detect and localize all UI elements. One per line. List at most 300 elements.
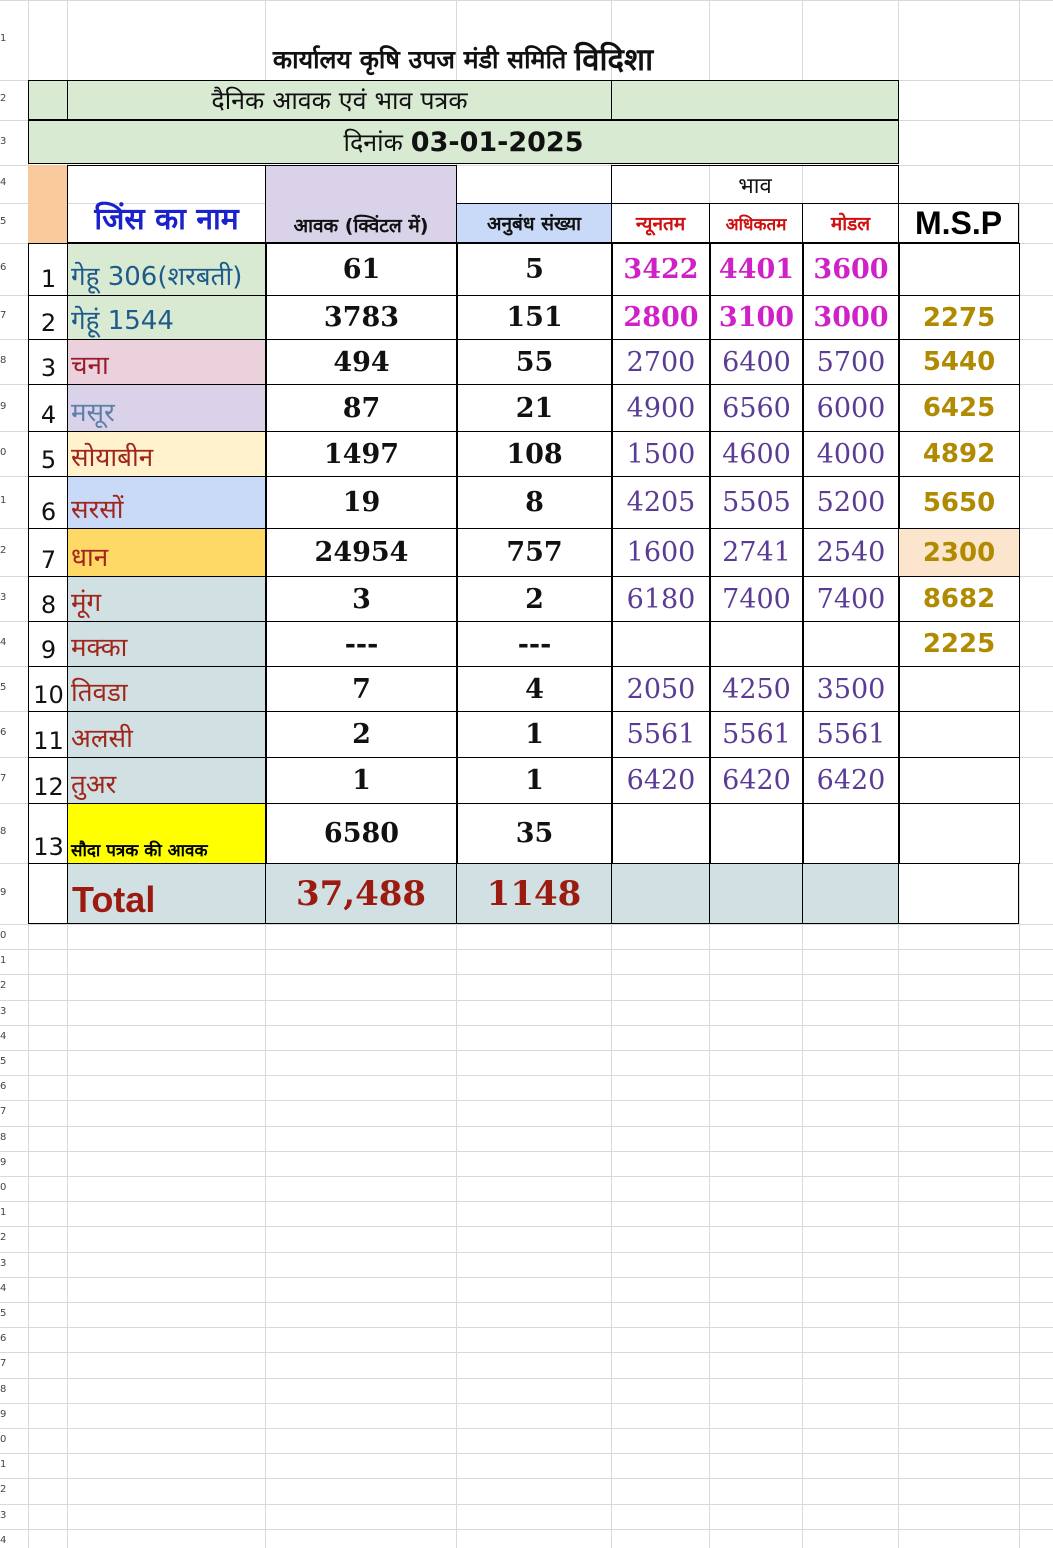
msp-value: 2225 [922, 629, 996, 659]
msp-value: 2300 [922, 537, 996, 568]
cell-min[interactable] [611, 295, 711, 340]
cell-max[interactable] [709, 431, 804, 477]
total-arrival-cell[interactable] [265, 863, 457, 924]
cell-min[interactable] [611, 621, 711, 667]
date-label: दिनांक [343, 128, 403, 157]
min-price: 1500 [626, 438, 696, 470]
grid-row-line [0, 1000, 1053, 1001]
cell-min[interactable] [611, 711, 711, 758]
serial-number: 7 [40, 546, 57, 574]
modal-price: 5561 [816, 719, 886, 750]
header-contracts[interactable] [456, 203, 612, 243]
row-number[interactable]: 3 [0, 1006, 7, 1017]
cell-min[interactable] [611, 528, 711, 577]
cell-sn[interactable] [28, 711, 69, 758]
max-price: 4600 [722, 438, 791, 470]
cell-msp[interactable] [898, 576, 1020, 622]
grid-row-line [0, 0, 1053, 1]
row-number[interactable]: 9 [0, 1157, 7, 1168]
cell-min[interactable] [611, 431, 711, 477]
max-price: 6420 [722, 765, 791, 796]
contracts-value: 8 [525, 487, 544, 518]
cell-name[interactable] [67, 666, 267, 712]
cell-max[interactable] [709, 621, 804, 667]
cell-name[interactable] [67, 621, 267, 667]
row-number[interactable]: 8 [0, 1384, 7, 1395]
min-price: 4205 [626, 487, 696, 518]
date-cell[interactable] [28, 120, 899, 164]
serial-number: 1 [40, 265, 57, 293]
cell-min[interactable] [611, 476, 711, 529]
commodity-name: सोयाबीन [71, 443, 154, 473]
modal-price: 7400 [816, 583, 886, 615]
contracts-value: 4 [525, 673, 544, 705]
msp-value: 4892 [922, 439, 996, 469]
cell-modal[interactable] [802, 295, 900, 340]
date-value: 03-01-2025 [410, 126, 584, 158]
cell-contracts[interactable] [456, 576, 613, 622]
cell-sn[interactable] [28, 476, 69, 529]
commodity-name: सौदा पत्रक की आवक [71, 841, 208, 861]
cell-sn[interactable] [28, 243, 69, 296]
cell-max[interactable] [709, 384, 804, 432]
header-price-group[interactable] [611, 165, 899, 204]
contracts-value: 1 [525, 719, 544, 750]
msp-value: 6425 [922, 393, 996, 423]
cell-msp[interactable] [898, 666, 1020, 712]
grid-row-line [0, 1352, 1053, 1353]
modal-price: 3500 [816, 673, 886, 705]
cell-contracts[interactable] [456, 295, 613, 340]
cell-max[interactable] [709, 803, 804, 864]
total-min-cell[interactable] [611, 863, 710, 924]
cell-arrival[interactable] [265, 243, 458, 296]
total-msp-cell[interactable] [898, 863, 1019, 924]
row-number[interactable]: 4 [0, 177, 7, 188]
max-price: 2741 [722, 537, 791, 568]
row-number[interactable]: 0 [0, 1434, 7, 1445]
cell-arrival[interactable] [265, 666, 458, 712]
row-number[interactable]: 8 [0, 355, 7, 366]
header-modal[interactable] [802, 203, 899, 243]
row-number[interactable]: 3 [0, 1510, 7, 1521]
cell-contracts[interactable] [456, 431, 613, 477]
row-number[interactable]: 1 [0, 955, 7, 966]
arrival-value: 6580 [323, 818, 400, 849]
row-number[interactable]: 2 [0, 1232, 7, 1243]
serial-number: 8 [40, 591, 57, 619]
max-price: 4250 [722, 673, 791, 705]
grid-row-line [0, 949, 1053, 950]
cell-arrival[interactable] [265, 431, 458, 477]
cell-modal[interactable] [802, 666, 900, 712]
cell-arrival[interactable] [265, 339, 458, 385]
row-number[interactable]: 7 [0, 773, 7, 784]
cell-sn[interactable] [28, 621, 69, 667]
row-number[interactable]: 1 [0, 1459, 7, 1470]
cell-modal[interactable] [802, 476, 900, 529]
cell-max[interactable] [709, 666, 804, 712]
max-price: 5561 [722, 719, 791, 750]
commodity-name: गेहू 306(शरबती) [71, 262, 243, 292]
cell-max[interactable] [709, 576, 804, 622]
cell-name[interactable] [67, 339, 267, 385]
header-modal-label: मोडल [830, 213, 871, 235]
row-number[interactable]: 2 [0, 93, 7, 104]
commodity-name: मूंग [71, 588, 102, 618]
row-number[interactable]: 2 [0, 1484, 7, 1495]
grid-row-line [0, 1403, 1053, 1404]
grid-row-line [0, 1504, 1053, 1505]
row-number[interactable]: 1 [0, 33, 7, 44]
cell-modal[interactable] [802, 243, 900, 296]
total-label-cell[interactable] [67, 863, 266, 924]
max-price: 6560 [722, 392, 791, 424]
min-price: 2800 [623, 302, 699, 333]
total-blank-cell[interactable] [28, 863, 68, 924]
grid-row-line [0, 1277, 1053, 1278]
cell-msp[interactable] [898, 431, 1020, 477]
row-number[interactable]: 7 [0, 310, 7, 321]
cell-msp[interactable] [898, 295, 1020, 340]
cell-msp[interactable] [898, 528, 1020, 577]
contracts-value: 21 [515, 392, 554, 424]
row-number[interactable]: 9 [0, 1409, 7, 1420]
contracts-value: 35 [515, 818, 554, 849]
min-price: 4900 [626, 392, 696, 424]
row-number[interactable]: 6 [0, 727, 7, 738]
title-city: विदिशा [574, 42, 654, 78]
cell-contracts[interactable] [456, 711, 613, 758]
contracts-value: 1 [525, 765, 544, 796]
cell-modal[interactable] [802, 711, 900, 758]
commodity-name: तुअर [71, 770, 117, 800]
commodity-name: चना [71, 351, 109, 381]
cell-modal[interactable] [802, 339, 900, 385]
msp-value: 2275 [922, 302, 996, 333]
cell-arrival[interactable] [265, 476, 458, 529]
cell-arrival[interactable] [265, 384, 458, 432]
grid-row-line [0, 1201, 1053, 1202]
modal-price: 3600 [813, 254, 889, 285]
min-price: 5561 [626, 719, 696, 750]
row-number[interactable]: 8 [0, 1132, 7, 1143]
cell-modal[interactable] [802, 528, 900, 577]
row-number[interactable]: 3 [0, 1258, 7, 1269]
total-contracts: 1148 [486, 873, 582, 914]
row-number[interactable]: 1 [0, 495, 7, 506]
commodity-name: गेहूं 1544 [71, 306, 174, 336]
subtitle-cell[interactable] [67, 80, 612, 120]
commodity-name: मसूर [71, 398, 115, 428]
contracts-value: 757 [506, 537, 563, 568]
cell-max[interactable] [709, 528, 804, 577]
serial-number: 5 [40, 446, 57, 474]
arrival-value: --- [344, 628, 379, 660]
cell-max[interactable] [709, 476, 804, 529]
arrival-value: 1497 [323, 438, 400, 470]
header-msp[interactable] [898, 203, 1019, 243]
cell-contracts[interactable] [456, 243, 613, 296]
cell-min[interactable] [611, 666, 711, 712]
msp-value: 5440 [922, 347, 996, 377]
cell-max[interactable] [709, 295, 804, 340]
cell-modal[interactable] [802, 757, 900, 804]
cell-max[interactable] [709, 711, 804, 758]
commodity-name: सरसों [71, 495, 124, 525]
row-number[interactable]: 6 [0, 1333, 7, 1344]
header-msp-label: M.S.P [914, 204, 1003, 241]
max-price: 5505 [722, 487, 791, 518]
cell-name[interactable] [67, 757, 267, 804]
cell-name[interactable] [67, 384, 267, 432]
arrival-value: 3783 [323, 302, 400, 333]
cell-contracts[interactable] [456, 803, 613, 864]
cell-min[interactable] [611, 757, 711, 804]
grid-row-line [0, 1176, 1053, 1177]
row-number[interactable]: 5 [0, 216, 7, 227]
header-peach-cell[interactable] [28, 165, 68, 243]
cell-name[interactable] [67, 528, 267, 577]
grid-row-line [0, 1050, 1053, 1051]
cell-msp[interactable] [898, 621, 1020, 667]
header-arrival[interactable] [265, 165, 457, 243]
cell-msp[interactable] [898, 476, 1020, 529]
cell-sn[interactable] [28, 295, 69, 340]
subtitle-left-cell[interactable] [28, 80, 68, 120]
header-commodity-label: जिंस का नाम [94, 202, 239, 237]
arrival-value: 3 [352, 583, 371, 615]
contracts-value: 2 [525, 583, 544, 615]
subtitle-right-cell[interactable] [611, 80, 899, 120]
total-label: Total [72, 879, 156, 920]
header-commodity[interactable] [67, 165, 266, 243]
cell-modal[interactable] [802, 576, 900, 622]
min-price: 2050 [626, 673, 696, 705]
cell-sn[interactable] [28, 384, 69, 432]
commodity-name: मक्का [71, 633, 128, 663]
grid-row-line [0, 1478, 1053, 1479]
row-number[interactable]: 8 [0, 826, 7, 837]
row-number[interactable]: 1 [0, 1207, 7, 1218]
cell-max[interactable] [709, 757, 804, 804]
serial-number: 4 [40, 401, 57, 429]
modal-price: 5700 [816, 346, 886, 378]
min-price: 6180 [626, 583, 696, 615]
serial-number: 12 [33, 773, 64, 801]
cell-name[interactable] [67, 476, 267, 529]
row-number[interactable]: 7 [0, 1106, 7, 1117]
total-contracts-cell[interactable] [456, 863, 612, 924]
grid-row-line [0, 1428, 1053, 1429]
title-cell[interactable] [28, 38, 898, 80]
contracts-value: 5 [525, 254, 544, 285]
msp-value: 8682 [922, 584, 996, 614]
modal-price: 6420 [816, 765, 886, 796]
subtitle: दैनिक आवक एवं भाव पत्रक [211, 86, 468, 115]
cell-msp[interactable] [898, 339, 1020, 385]
grid-row-line [0, 1453, 1053, 1454]
serial-number: 3 [40, 354, 57, 382]
grid-row-line [0, 1378, 1053, 1379]
row-number[interactable]: 0 [0, 447, 7, 458]
modal-price: 5200 [816, 487, 886, 518]
serial-number: 11 [33, 727, 64, 755]
msp-value: 5650 [922, 487, 996, 518]
arrival-value: 1 [352, 765, 371, 796]
modal-price: 2540 [816, 537, 886, 568]
cell-name[interactable] [67, 243, 267, 296]
row-number[interactable]: 0 [0, 930, 7, 941]
min-price: 6420 [626, 765, 696, 796]
cell-msp[interactable] [898, 803, 1020, 864]
commodity-name: तिवडा [71, 678, 128, 708]
cell-contracts[interactable] [456, 476, 613, 529]
min-price: 3422 [623, 254, 699, 285]
cell-name[interactable] [67, 576, 267, 622]
arrival-value: 2 [352, 719, 371, 750]
cell-msp[interactable] [898, 757, 1020, 804]
cell-modal[interactable] [802, 803, 900, 864]
cell-min[interactable] [611, 339, 711, 385]
cell-sn[interactable] [28, 528, 69, 577]
arrival-value: 494 [333, 346, 390, 378]
row-number[interactable]: 4 [0, 637, 7, 648]
cell-name[interactable] [67, 711, 267, 758]
row-number[interactable]: 7 [0, 1358, 7, 1369]
serial-number: 10 [33, 681, 64, 709]
cell-min[interactable] [611, 243, 711, 296]
row-number[interactable]: 9 [0, 401, 7, 412]
cell-sn[interactable] [28, 803, 69, 864]
cell-modal[interactable] [802, 621, 900, 667]
max-price: 3100 [718, 302, 795, 333]
cell-arrival[interactable] [265, 711, 458, 758]
row-number[interactable]: 4 [0, 1283, 7, 1294]
cell-msp[interactable] [898, 243, 1020, 296]
cell-arrival[interactable] [265, 295, 458, 340]
commodity-name: अलसी [71, 724, 133, 754]
row-number[interactable]: 5 [0, 1308, 7, 1319]
cell-name[interactable] [67, 431, 267, 477]
grid-row-line [0, 1252, 1053, 1253]
row-number[interactable]: 5 [0, 682, 7, 693]
modal-price: 3000 [813, 302, 889, 333]
cell-min[interactable] [611, 803, 711, 864]
cell-contracts[interactable] [456, 666, 613, 712]
row-number[interactable]: 3 [0, 136, 7, 147]
cell-modal[interactable] [802, 431, 900, 477]
header-max-label: अधिकतम [725, 214, 787, 235]
grid-row-line [0, 1151, 1053, 1152]
arrival-value: 87 [342, 392, 381, 424]
contracts-value: --- [517, 628, 552, 660]
cell-msp[interactable] [898, 384, 1020, 432]
cell-arrival[interactable] [265, 757, 458, 804]
min-price: 2700 [626, 346, 696, 378]
grid-row-line [0, 1075, 1053, 1076]
modal-price: 4000 [816, 438, 886, 470]
header-arrival-label: आवक (क्विंटल में) [293, 215, 429, 237]
row-number[interactable]: 5 [0, 1056, 7, 1067]
cell-contracts[interactable] [456, 528, 613, 577]
cell-sn[interactable] [28, 431, 69, 477]
arrival-value: 24954 [314, 537, 409, 568]
cell-modal[interactable] [802, 384, 900, 432]
cell-max[interactable] [709, 243, 804, 296]
cell-contracts[interactable] [456, 621, 613, 667]
cell-contracts[interactable] [456, 339, 613, 385]
grid-row-line [0, 1100, 1053, 1101]
row-number[interactable]: 0 [0, 1182, 7, 1193]
cell-sn[interactable] [28, 339, 69, 385]
cell-min[interactable] [611, 384, 711, 432]
grid-row-line [0, 1025, 1053, 1026]
serial-number: 6 [40, 498, 57, 526]
cell-arrival[interactable] [265, 621, 458, 667]
row-number[interactable]: 6 [0, 262, 7, 273]
grid-row-line [0, 1226, 1053, 1227]
cell-contracts[interactable] [456, 384, 613, 432]
grid-row-line [0, 974, 1053, 975]
contracts-value: 55 [515, 346, 554, 378]
row-number[interactable]: 3 [0, 592, 7, 603]
serial-number: 9 [40, 636, 57, 664]
row-number[interactable]: 2 [0, 980, 7, 991]
header-price-group-label: भाव [738, 173, 772, 199]
header-min-label: न्यूनतम [635, 213, 686, 235]
max-price: 4401 [718, 254, 795, 285]
cell-msp[interactable] [898, 711, 1020, 758]
grid-row-line [0, 1302, 1053, 1303]
total-modal-cell[interactable] [802, 863, 899, 924]
row-number[interactable]: 9 [0, 887, 7, 898]
commodity-name: धान [71, 543, 109, 573]
grid-row-line [0, 1327, 1053, 1328]
header-min[interactable] [611, 203, 710, 243]
grid-row-line [0, 1529, 1053, 1530]
max-price: 7400 [722, 583, 791, 615]
cell-name[interactable] [67, 295, 267, 340]
row-number[interactable]: 4 [0, 1535, 7, 1546]
cell-arrival[interactable] [265, 528, 458, 577]
max-price: 6400 [722, 346, 791, 378]
row-number[interactable]: 6 [0, 1081, 7, 1092]
contracts-value: 151 [506, 302, 563, 333]
min-price: 1600 [626, 537, 696, 568]
total-max-cell[interactable] [709, 863, 803, 924]
grid-row-line [0, 1126, 1053, 1127]
cell-arrival[interactable] [265, 803, 458, 864]
modal-price: 6000 [816, 392, 886, 424]
arrival-value: 7 [352, 673, 371, 705]
arrival-value: 61 [342, 254, 381, 285]
cell-contracts[interactable] [456, 757, 613, 804]
cell-sn[interactable] [28, 576, 69, 622]
serial-number: 2 [40, 309, 57, 337]
row-number[interactable]: 4 [0, 1031, 7, 1042]
cell-sn[interactable] [28, 757, 69, 804]
cell-max[interactable] [709, 339, 804, 385]
cell-min[interactable] [611, 576, 711, 622]
arrival-value: 19 [342, 487, 381, 518]
row-number[interactable]: 2 [0, 545, 7, 556]
cell-sn[interactable] [28, 666, 69, 712]
header-contracts-label: अनुबंध संख्या [486, 213, 582, 235]
header-max[interactable] [709, 203, 803, 243]
cell-name[interactable] [67, 803, 267, 864]
cell-arrival[interactable] [265, 576, 458, 622]
